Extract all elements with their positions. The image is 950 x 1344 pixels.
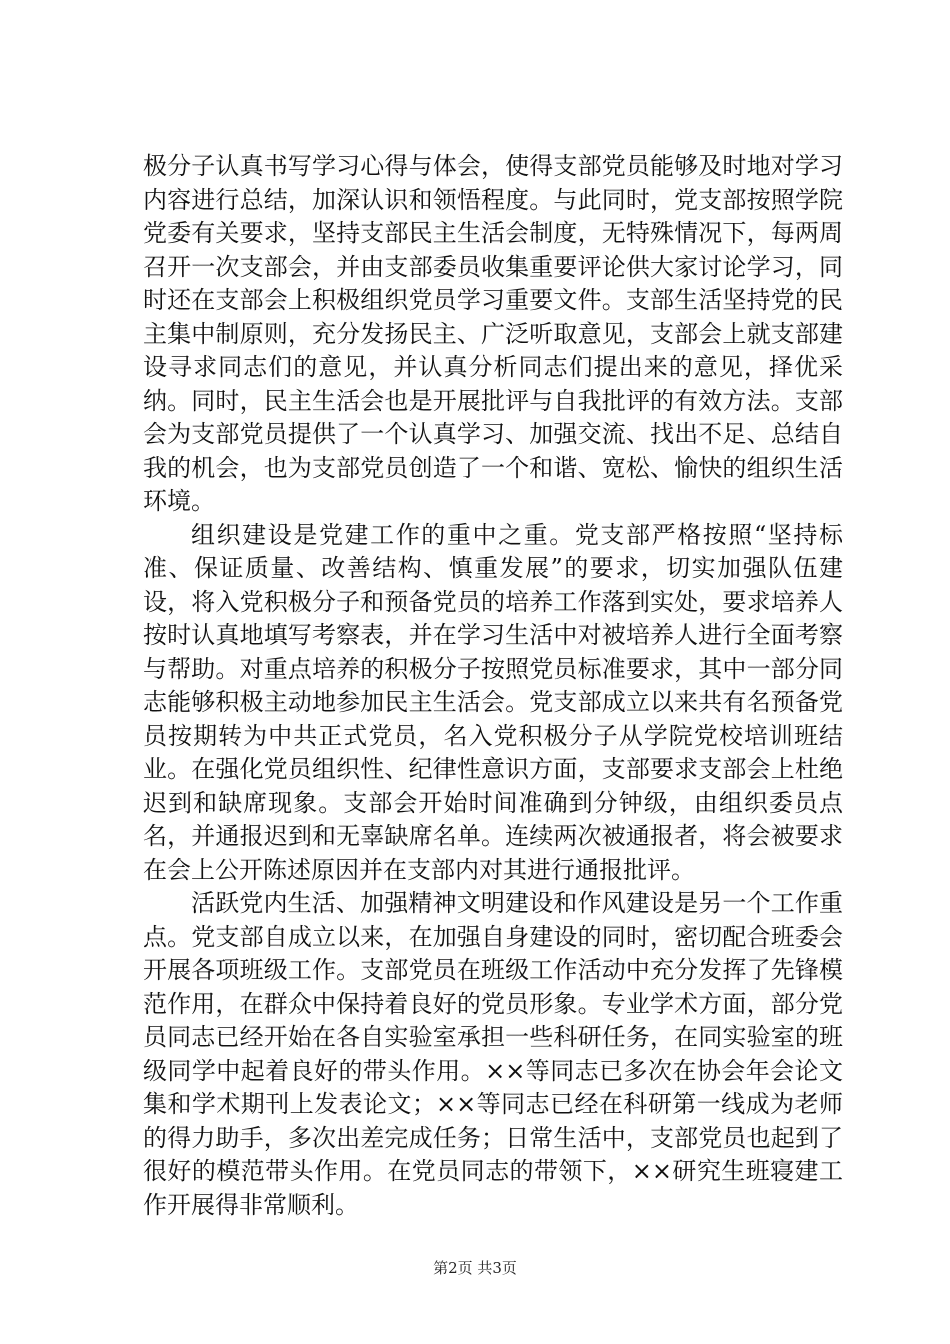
document-body (143, 150, 843, 1222)
page-number-footer: 第2页 共3页 (433, 1259, 517, 1277)
paragraph-2: 组织建设是党建工作的重中之重。党支部严格按照“坚持标准、保证质量、改善结构、慎重发展”的要求，切实加强队伍建设，将入党积极分子和预备党员的培养工作落到实处，要求培养人按时认真地填写考察表，并在学习生活中对被培养人进行全面考察与帮助。对重点培养的积极分子按照党员标准要求，其中一部分同志能够积极主动地参加民主生活会。党支部成立以来共有名预备党员按期转为中共正式党员，名入党积极分子从学院党校培训班结业。在强化党员组织性、纪律性意识方面，支部要求支部会上杜绝迟到和缺席现象。支部会开始时间准确到分钟级，由组织委员点名，并通报迟到和无辜缺席名单。连续两次被通报者，将会被要求在会上公开陈述原因并在支部内对其进行通报批评。 (143, 520, 843, 884)
paragraph-3: 活跃党内生活、加强精神文明建设和作风建设是另一个工作重点。党支部自成立以来，在加强自身建设的同时，密切配合班委会开展各项班级工作。支部党员在班级工作活动中充分发挥了先锋模范作用，在群众中保持着良好的党员形象。专业学术方面，部分党员同志已经开始在各自实验室承担一些科研任务，在同实验室的班级同学中起着良好的带头作用。××等同志已多次在协会年会论文集和学术期刊上发表论文；××等同志已经在科研第一线成为老师的得力助手，多次出差完成任务；日常生活中，支部党员也起到了很好的模范带头作用。在党员同志的带领下，××研究生班寝建工作开展得非常顺利。 (143, 889, 843, 1219)
paragraph-1: 极分子认真书写学习心得与体会，使得支部党员能够及时地对学习内容进行总结，加深认识和领悟程度。与此同时，党支部按照学院党委有关要求，坚持支部民主生活会制度，无特殊情况下，每两周召开一次支部会，并由支部委员收集重要评论供大家讨论学习，同时还在支部会上积极组织党员学习重要文件。支部生活坚持党的民主集中制原则，充分发扬民主、广泛听取意见，支部会上就支部建设寻求同志们的意见，并认真分析同志们提出来的意见，择优采纳。同时，民主生活会也是开展批评与自我批评的有效方法。支部会为支部党员提供了一个认真学习、加强交流、找出不足、总结自我的机会，也为支部党员创造了一个和谐、宽松、愉快的组织生活环境。 (143, 152, 843, 515)
